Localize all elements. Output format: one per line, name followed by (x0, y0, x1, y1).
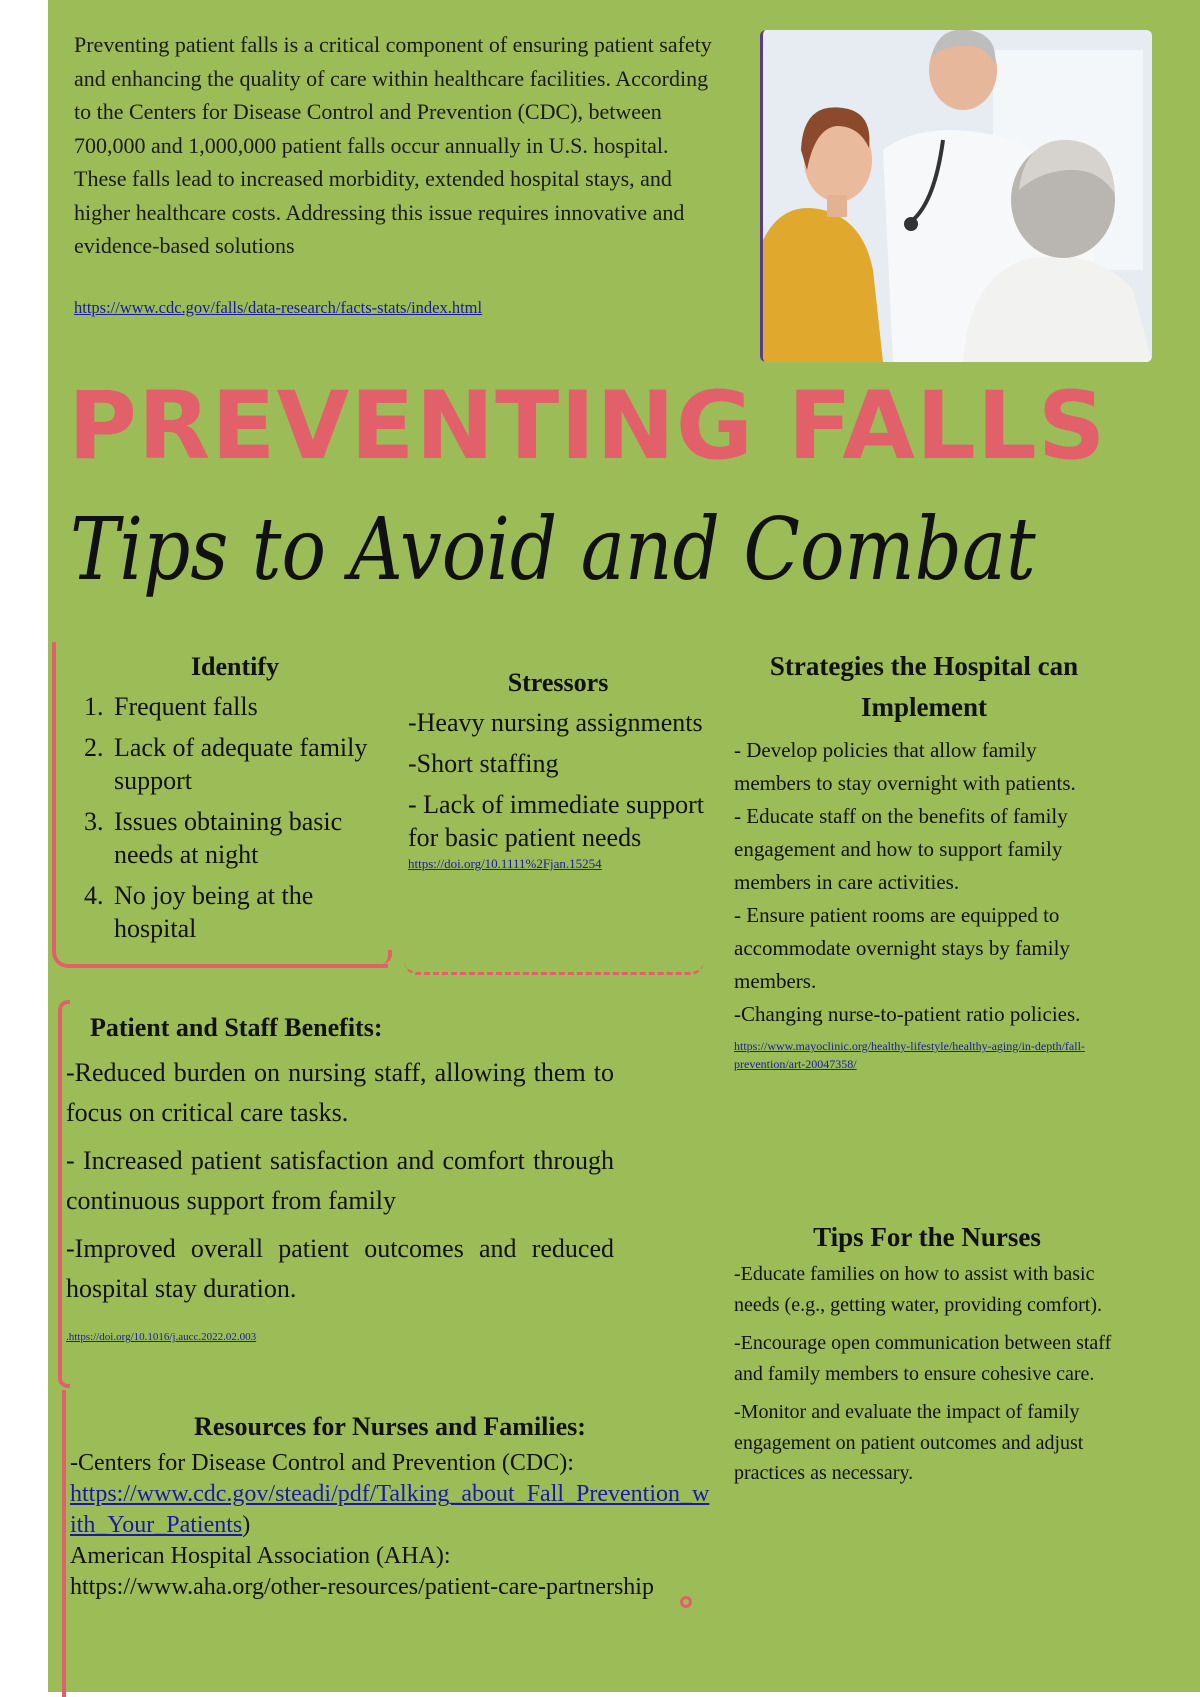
stressors-bracket (404, 958, 704, 975)
list-item: -Monitor and evaluate the impact of family engagement on patient outcomes and adjust practices as necessary. (734, 1401, 1084, 1484)
list-item: 1. Frequent falls (110, 690, 390, 723)
cdc-facts-link[interactable]: https://www.cdc.gov/falls/data-research/facts-stats/index.html (74, 298, 483, 317)
list-item: - Educate staff on the benefits of family engagement and how to support family members in care activities. (734, 804, 1068, 894)
benefits-heading: Patient and Staff Benefits: (90, 1013, 383, 1042)
resources-heading: Resources for Nurses and Families: (194, 1412, 586, 1441)
resources-section (70, 1412, 710, 1603)
cdc-close-paren: ) (242, 1512, 251, 1538)
identify-heading: Identify (190, 652, 280, 681)
list-item: - Ensure patient rooms are equipped to accommodate overnight stays by family members. (734, 903, 1070, 993)
list-item: - Lack of immediate support for basic patient needs (408, 790, 705, 852)
list-item: -Reduced burden on nursing staff, allowing them to focus on critical care tasks. (66, 1058, 614, 1127)
list-item: -Changing nurse-to-patient ratio policies. (734, 1002, 1081, 1026)
stressors-section (408, 668, 708, 872)
list-item: -Heavy nursing assignments (408, 708, 703, 737)
main-title: PREVENTING FALLS (68, 372, 1107, 481)
identify-list (80, 690, 390, 945)
aha-resource-url[interactable]: https://www.aha.org/other-resources/patient-care-partnership (70, 1574, 654, 1600)
cdc-steadi-link[interactable]: https://www.cdc.gov/steadi/pdf/Talking_about_Fall_Prevention_with_Your_Patients (70, 1481, 710, 1538)
strategies-section (734, 646, 1114, 1073)
list-item: -Improved overall patient outcomes and reduced hospital stay duration. (66, 1234, 614, 1303)
list-item: 2. Lack of adequate family support (110, 731, 390, 797)
sub-title: Tips to Avoid and Combat (70, 500, 1036, 600)
stressors-heading: Stressors (507, 668, 609, 697)
mayoclinic-link[interactable]: https://www.mayoclinic.org/healthy-lifestyle/healthy-aging/in-depth/fall-prevention/art-20047358/ (734, 1039, 1085, 1071)
list-item: -Encourage open communication between staff and family members to ensure cohesive care. (734, 1332, 1112, 1385)
cdc-resource-line (70, 1479, 710, 1541)
list-item: -Short staffing (408, 749, 559, 778)
aha-resource-label: American Hospital Association (AHA): (70, 1543, 451, 1569)
list-item: 3. Issues obtaining basic needs at night (110, 805, 390, 871)
list-item: 4. No joy being at the hospital (110, 879, 390, 945)
strategies-heading: Strategies the Hospital can Implement (769, 651, 1079, 722)
doctor-patient-photo (760, 30, 1152, 362)
list-item: - Develop policies that allow family members to stay overnight with patients. (734, 738, 1076, 795)
intro-paragraph: Preventing patient falls is a critical component of ensuring patient safety and enhancing the quality of care within healthcare facilities. According to the Centers for Disease Control and Prevention (CDC), between 700,000 and 1,000,000 patient falls occur annually in U.S. hospital. These falls lead to increased morbidity, extended hospital stays, and higher healthcare costs. Addressing this issue requires innovative and evidence-based solutions (74, 32, 712, 258)
cdc-resource-label: -Centers for Disease Control and Prevention (CDC): (70, 1450, 574, 1476)
benefits-doi-link[interactable]: .https://doi.org/10.1016/j.aucc.2022.02.003 (66, 1331, 257, 1343)
benefits-section (66, 1013, 614, 1343)
identify-section (80, 652, 390, 953)
photo-illustration (763, 30, 1152, 362)
resources-bracket (62, 1390, 68, 1697)
tips-heading: Tips For the Nurses (813, 1222, 1041, 1252)
stressors-doi-link[interactable]: https://doi.org/10.1111%2Fjan.15254 (408, 856, 602, 871)
tips-section (734, 1222, 1120, 1497)
list-item: -Educate families on how to assist with basic needs (e.g., getting water, providing comfort). (734, 1263, 1102, 1316)
list-item: - Increased patient satisfaction and comfort through continuous support from family (66, 1146, 614, 1215)
